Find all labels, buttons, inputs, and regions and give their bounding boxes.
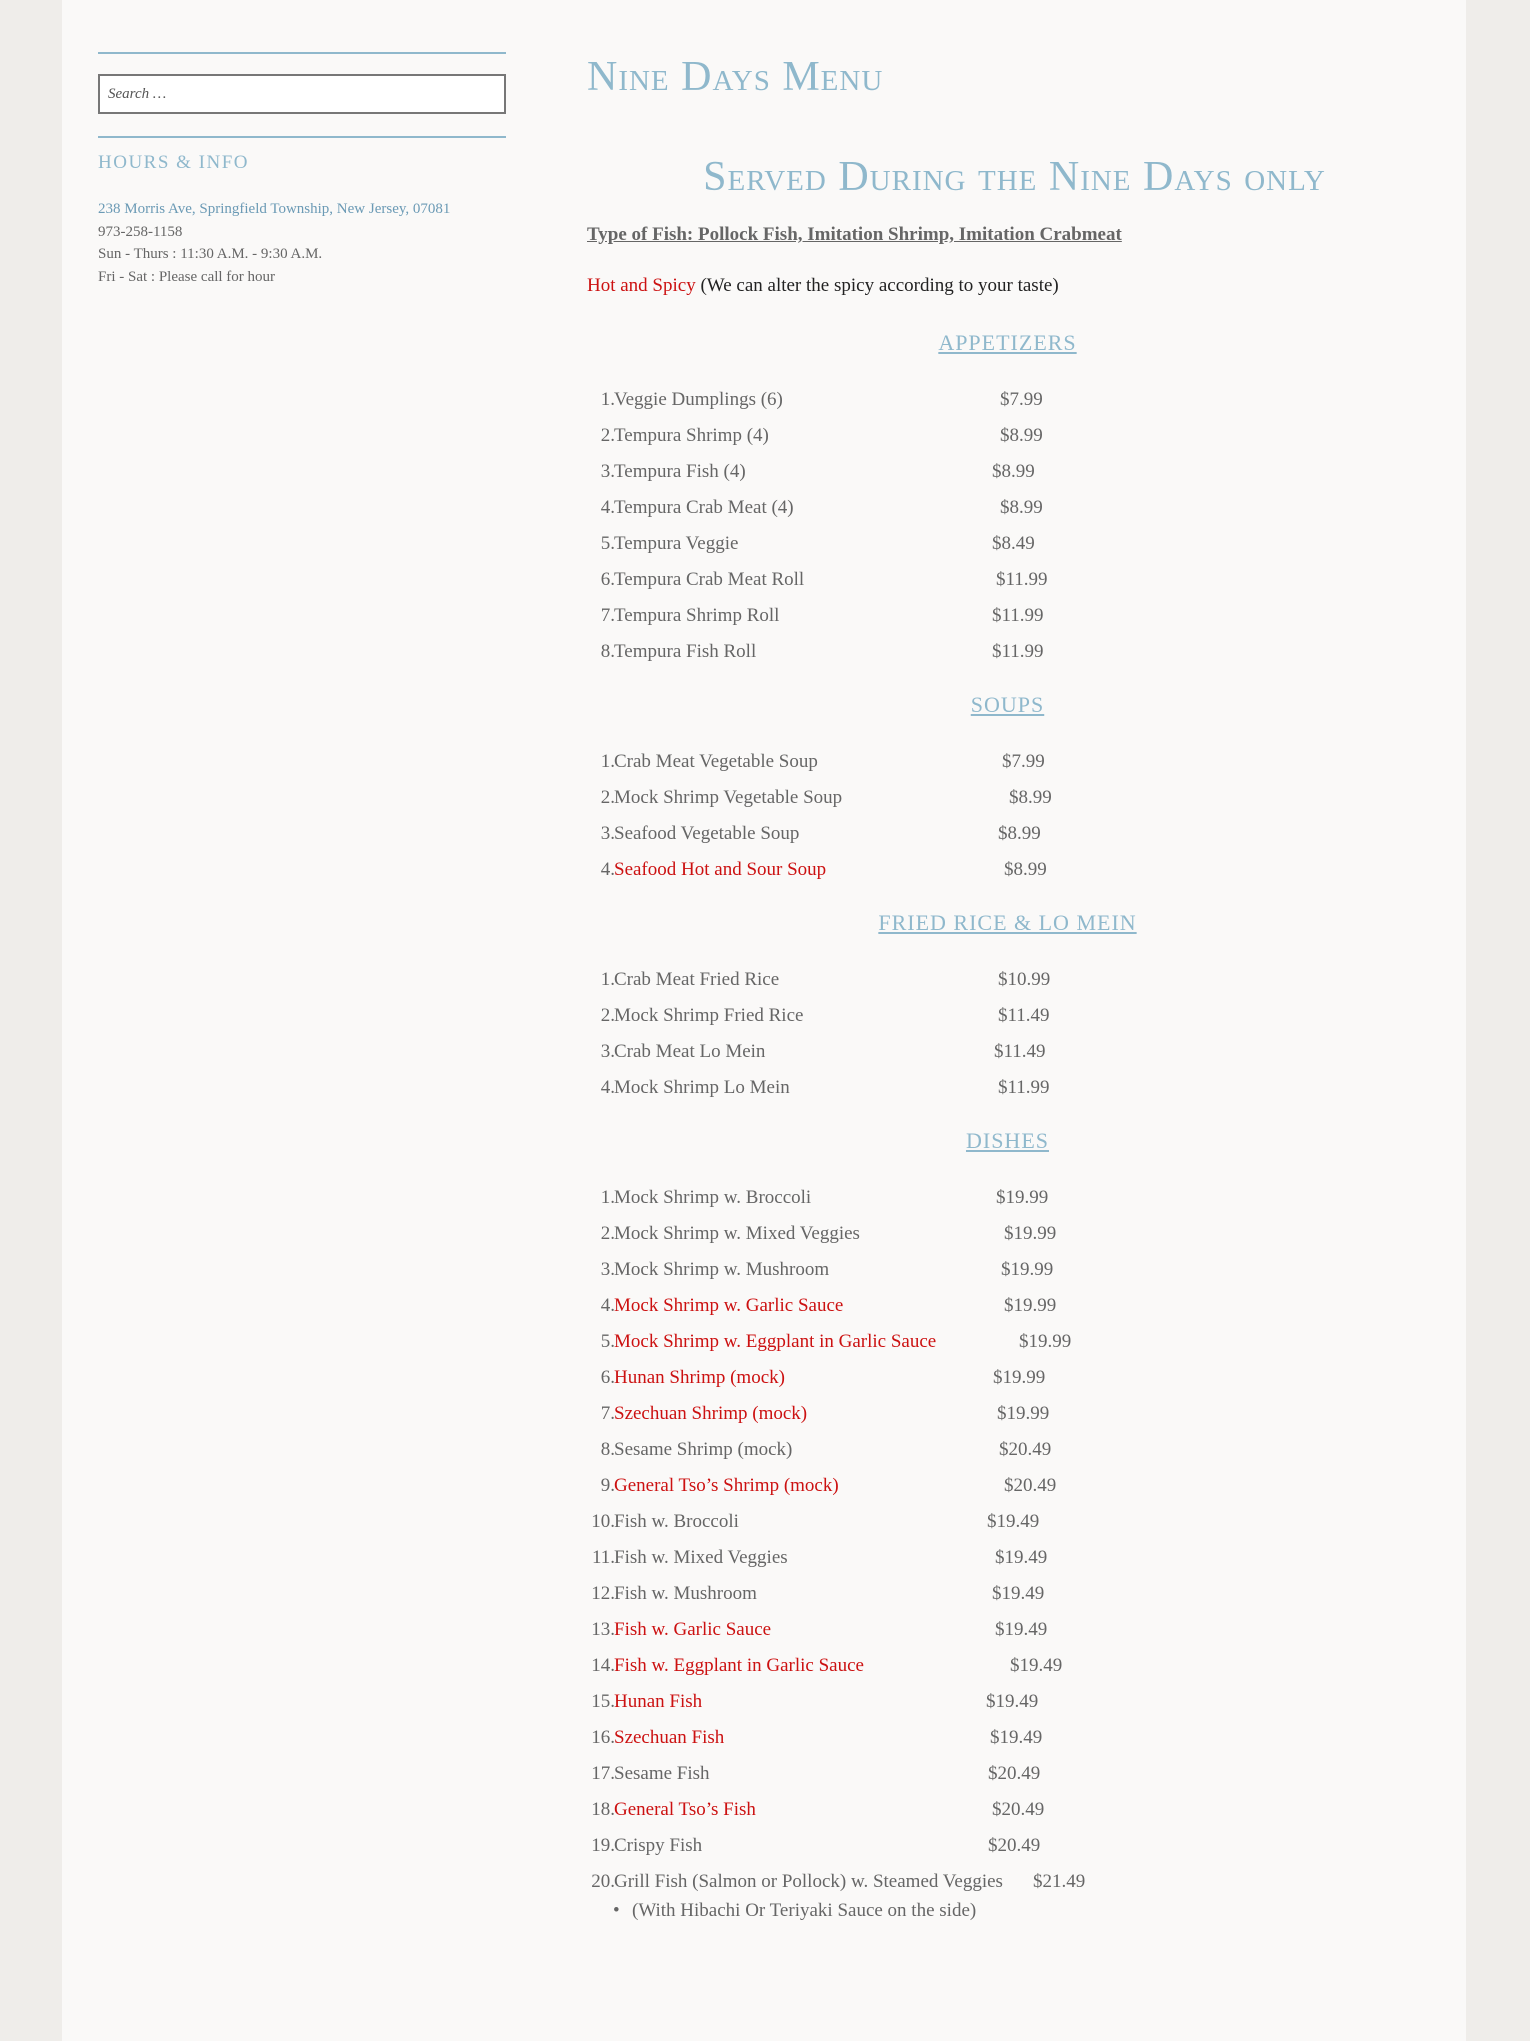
menu-item-name: Fish w. Mushroom [614,1583,757,1604]
menu-item-name: Crispy Fish [614,1835,703,1856]
menu-item [587,1648,1447,1684]
menu-item [587,1504,1447,1540]
menu-item [587,816,1447,852]
menu-item [587,1252,1447,1288]
sub-note-text: (With Hibachi Or Teriyaki Sauce on the side) [632,1900,977,1921]
menu-item-name: Crab Meat Fried Rice [614,969,780,990]
menu-item [587,1432,1447,1468]
sidebar [98,52,506,288]
menu-item-name: Szechuan Fish [614,1727,725,1748]
menu-item-name: Crab Meat Lo Mein [614,1041,766,1062]
menu-item-number: 4. [600,497,615,518]
menu-item-price: $19.99 [993,1367,1046,1388]
menu-item-price: $19.99 [996,1187,1049,1208]
menu-item-name: Mock Shrimp w. Garlic Sauce [614,1295,844,1316]
menu-item-name: Tempura Crab Meat Roll [614,569,805,590]
hours-weekday: Sun - Thurs : 11:30 A.M. - 9:30 A.M. [98,246,323,262]
menu-item-name: Szechuan Shrimp (mock) [614,1403,808,1424]
menu-item-number: 5. [600,1331,615,1352]
menu-item-price: $19.49 [987,1511,1040,1532]
spicy-note-text: (We can alter the spicy according to your taste) [695,275,1059,296]
menu-item-name: Sesame Shrimp (mock) [614,1439,793,1460]
menu-item [587,1070,1447,1106]
menu-item-number: 16. [591,1727,615,1748]
menu-item-name: Tempura Fish Roll [614,641,757,662]
menu-item-number: 4. [600,859,615,880]
menu-item-number: 2. [600,1223,615,1244]
section-title-soups: SOUPS [970,692,1045,717]
appetizers-list [587,382,1447,670]
menu-item-number: 3. [600,1041,615,1062]
menu-item-number: 15. [591,1691,615,1712]
menu-item-name: Mock Shrimp w. Eggplant in Garlic Sauce [614,1331,937,1352]
menu-item [587,1756,1447,1792]
fish-type-note: Type of Fish: Pollock Fish, Imitation Shrimp, Imitation Crabmeat [587,224,1122,245]
menu-item-number: 14. [591,1655,615,1676]
menu-item [587,1216,1447,1252]
menu-item-price: $11.49 [994,1041,1046,1062]
menu-item-name: Seafood Hot and Sour Soup [614,859,827,880]
menu-item-number: 8. [600,1439,615,1460]
menu-item-price: $11.49 [998,1005,1050,1026]
fried-rice-list [587,962,1447,1106]
menu-item-name: Mock Shrimp w. Mixed Veggies [614,1223,860,1244]
menu-item-name: Tempura Fish (4) [614,461,746,482]
menu-item-price: $11.99 [992,605,1044,626]
menu-item-number: 3. [600,823,615,844]
menu-item-number: 1. [600,1187,615,1208]
menu-item-name: Mock Shrimp w. Broccoli [614,1187,812,1208]
menu-item-name: Veggie Dumplings (6) [614,389,783,410]
menu-item-price: $11.99 [992,641,1044,662]
menu-item-number: 2. [600,1005,615,1026]
menu-item [587,998,1447,1034]
soups-list [587,744,1447,888]
menu-item-price: $20.49 [1004,1475,1057,1496]
menu-item [587,1468,1447,1504]
menu-item-name: Tempura Crab Meat (4) [614,497,794,518]
menu-item-number: 8. [600,641,615,662]
menu-item [587,1180,1447,1216]
menu-item-name: General Tso’s Fish [614,1799,756,1820]
menu-item-name: Tempura Shrimp Roll [614,605,780,626]
section-title-appetizers: APPETIZERS [938,330,1077,355]
menu-item-number: 12. [591,1583,615,1604]
menu-item-price: $21.49 [1033,1871,1086,1892]
menu-item [587,1396,1447,1432]
menu-item-number: 1. [600,751,615,772]
menu-item-name: General Tso’s Shrimp (mock) [614,1475,839,1496]
menu-item-price: $8.99 [1000,425,1043,446]
menu-item-name: Mock Shrimp Fried Rice [614,1005,804,1026]
menu-item-name: Fish w. Eggplant in Garlic Sauce [614,1655,864,1676]
menu-item-price: $8.99 [1009,787,1052,808]
menu-item-name: Tempura Shrimp (4) [614,425,769,446]
search-input[interactable] [100,76,504,112]
menu-item-name: Fish w. Garlic Sauce [614,1619,772,1640]
menu-item [587,562,1447,598]
menu-item [587,1360,1447,1396]
menu-item-price: $8.99 [1000,497,1043,518]
menu-item [587,490,1447,526]
menu-item-number: 1. [600,969,615,990]
menu-item-price: $19.49 [986,1691,1039,1712]
menu-item-price: $11.99 [998,1077,1050,1098]
menu-item [587,1576,1447,1612]
menu-item-number: 5. [600,533,615,554]
page-title: Nine Days Menu [587,54,884,100]
dishes-list [587,1180,1447,1900]
menu-item [587,418,1447,454]
menu-item [587,598,1447,634]
menu-item-number: 10. [591,1511,615,1532]
menu-item [587,1864,1447,1900]
menu-item-price: $20.49 [992,1799,1045,1820]
menu-item-number: 7. [600,1403,615,1424]
section-title-fried-rice: FRIED RICE & LO MEIN [878,910,1137,935]
menu-item-name: Mock Shrimp Vegetable Soup [614,787,843,808]
menu-item-name: Tempura Veggie [614,533,739,554]
sidebar-divider [98,52,506,54]
menu-item-price: $19.49 [992,1583,1045,1604]
menu-item-price: $19.99 [1004,1223,1057,1244]
menu-item [587,852,1447,888]
menu-item [587,1324,1447,1360]
menu-item [587,1792,1447,1828]
menu-item-number: 18. [591,1799,615,1820]
menu-item-number: 13. [591,1619,615,1640]
menu-item-price: $8.99 [998,823,1041,844]
menu-item-number: 4. [600,1077,615,1098]
menu-item [587,780,1447,816]
menu-item-number: 6. [600,1367,615,1388]
menu-item-number: 20. [591,1871,615,1892]
bullet-icon: • [613,1900,620,1921]
menu-item-price: $8.49 [992,533,1035,554]
menu-item-price: $19.99 [1004,1295,1057,1316]
menu-item [587,962,1447,998]
menu-item [587,1612,1447,1648]
menu-item [587,1720,1447,1756]
menu-item-number: 6. [600,569,615,590]
sidebar-divider [98,136,506,138]
menu-item [587,454,1447,490]
menu-item [587,1540,1447,1576]
menu-item-number: 3. [600,1259,615,1280]
menu-item [587,1684,1447,1720]
menu-item-name: Mock Shrimp Lo Mein [614,1077,790,1098]
menu-item-price: $7.99 [1002,751,1045,772]
main-content [587,50,1447,1921]
menu-item-name: Hunan Fish [614,1691,703,1712]
menu-item-name: Crab Meat Vegetable Soup [614,751,818,772]
menu-item-name: Hunan Shrimp (mock) [614,1367,785,1388]
menu-item-name: Seafood Vegetable Soup [614,823,800,844]
hours-info [98,198,506,288]
menu-item-number: 9. [600,1475,615,1496]
menu-item-number: 2. [600,425,615,446]
menu-item-number: 4. [600,1295,615,1316]
hours-weekend: Fri - Sat : Please call for hour [98,268,276,285]
menu-item-price: $7.99 [1000,389,1043,410]
menu-item-price: $10.99 [998,969,1051,990]
menu-item-price: $11.99 [996,569,1048,590]
hours-info-title: HOURS & INFO [98,152,250,173]
menu-item-price: $19.99 [1001,1259,1054,1280]
search-box[interactable] [98,74,506,114]
menu-item-number: 2. [600,787,615,808]
address-link[interactable]: 238 Morris Ave, Springfield Township, New Jersey, 07081 [98,201,451,217]
menu-item-name: Sesame Fish [614,1763,710,1784]
menu-item [587,1288,1447,1324]
menu-item-price: $19.49 [995,1619,1048,1640]
menu-item-name: Fish w. Mixed Veggies [614,1547,788,1568]
menu-item-price: $19.49 [995,1547,1048,1568]
menu-item-name: Fish w. Broccoli [614,1511,739,1532]
phone-number: 973-258-1158 [98,223,183,240]
menu-item-price: $19.49 [1010,1655,1063,1676]
menu-item-number: 19. [591,1835,615,1856]
menu-item-price: $20.49 [999,1439,1052,1460]
spicy-label: Hot and Spicy [587,275,696,296]
menu-subtitle: Served During the Nine Days only [703,154,1326,200]
menu-item-name: Mock Shrimp w. Mushroom [614,1259,830,1280]
menu-item-number: 1. [600,389,615,410]
menu-item [587,382,1447,418]
menu-item-number: 3. [600,461,615,482]
spicy-note [587,275,1059,297]
menu-item-price: $19.49 [990,1727,1043,1748]
menu-item-price: $19.99 [1019,1331,1072,1352]
section-title-dishes: DISHES [965,1128,1049,1153]
menu-item [587,526,1447,562]
menu-item-price: $20.49 [988,1835,1041,1856]
menu-item-price: $19.99 [997,1403,1050,1424]
menu-item [587,1828,1447,1864]
menu-item-number: 17. [591,1763,615,1784]
menu-item [587,1034,1447,1070]
menu-item-number: 7. [600,605,615,626]
menu-item-name: Grill Fish (Salmon or Pollock) w. Steamed Veggies [614,1871,1003,1892]
menu-item [587,634,1447,670]
menu-item-price: $8.99 [992,461,1035,482]
menu-item-number: 11. [591,1547,615,1568]
menu-item-price: $20.49 [988,1763,1041,1784]
menu-item-price: $8.99 [1004,859,1047,880]
menu-item [587,744,1447,780]
